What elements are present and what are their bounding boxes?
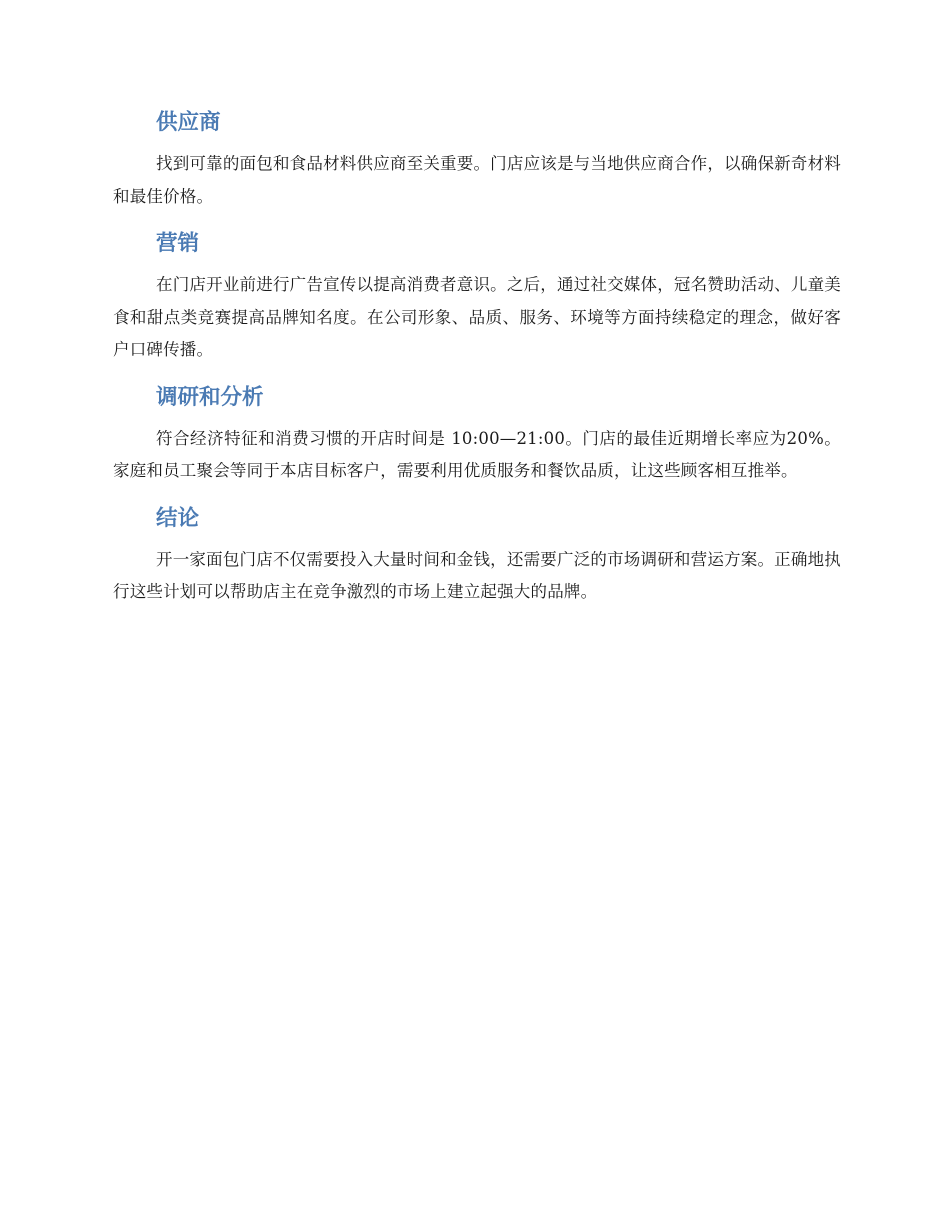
section-paragraph: 在门店开业前进行广告宣传以提高消费者意识。之后，通过社交媒体，冠名赞助活动、儿童美食和甜点类竞赛提高品牌知名度。在公司形象、品质、服务、环境等方面持续稳定的理念，做好客户口碑传播。 <box>113 275 841 359</box>
section-heading: 营销 <box>156 231 200 256</box>
section-heading: 结论 <box>156 505 200 531</box>
section-paragraph: 符合经济特征和消费习惯的开店时间是 10:00—21:00。门店的最佳近期增长率应为20%。家庭和员工聚会等同于本店目标客户，需要利用优质服务和餐饮品质，让这些顾客相互推举。 <box>113 428 841 480</box>
section-research-analysis <box>113 373 841 488</box>
section-marketing <box>113 219 841 367</box>
section-suppliers <box>113 98 841 213</box>
document-page <box>113 98 841 615</box>
section-heading: 调研和分析 <box>156 384 264 410</box>
section-heading: 供应商 <box>156 110 221 135</box>
section-conclusion <box>113 494 841 609</box>
section-paragraph: 开一家面包门店不仅需要投入大量时间和金钱，还需要广泛的市场调研和营运方案。正确地执行这些计划可以帮助店主在竞争激烈的市场上建立起强大的品牌。 <box>113 549 841 601</box>
section-paragraph: 找到可靠的面包和食品材料供应商至关重要。门店应该是与当地供应商合作，以确保新奇材料和最佳价格。 <box>113 154 841 206</box>
